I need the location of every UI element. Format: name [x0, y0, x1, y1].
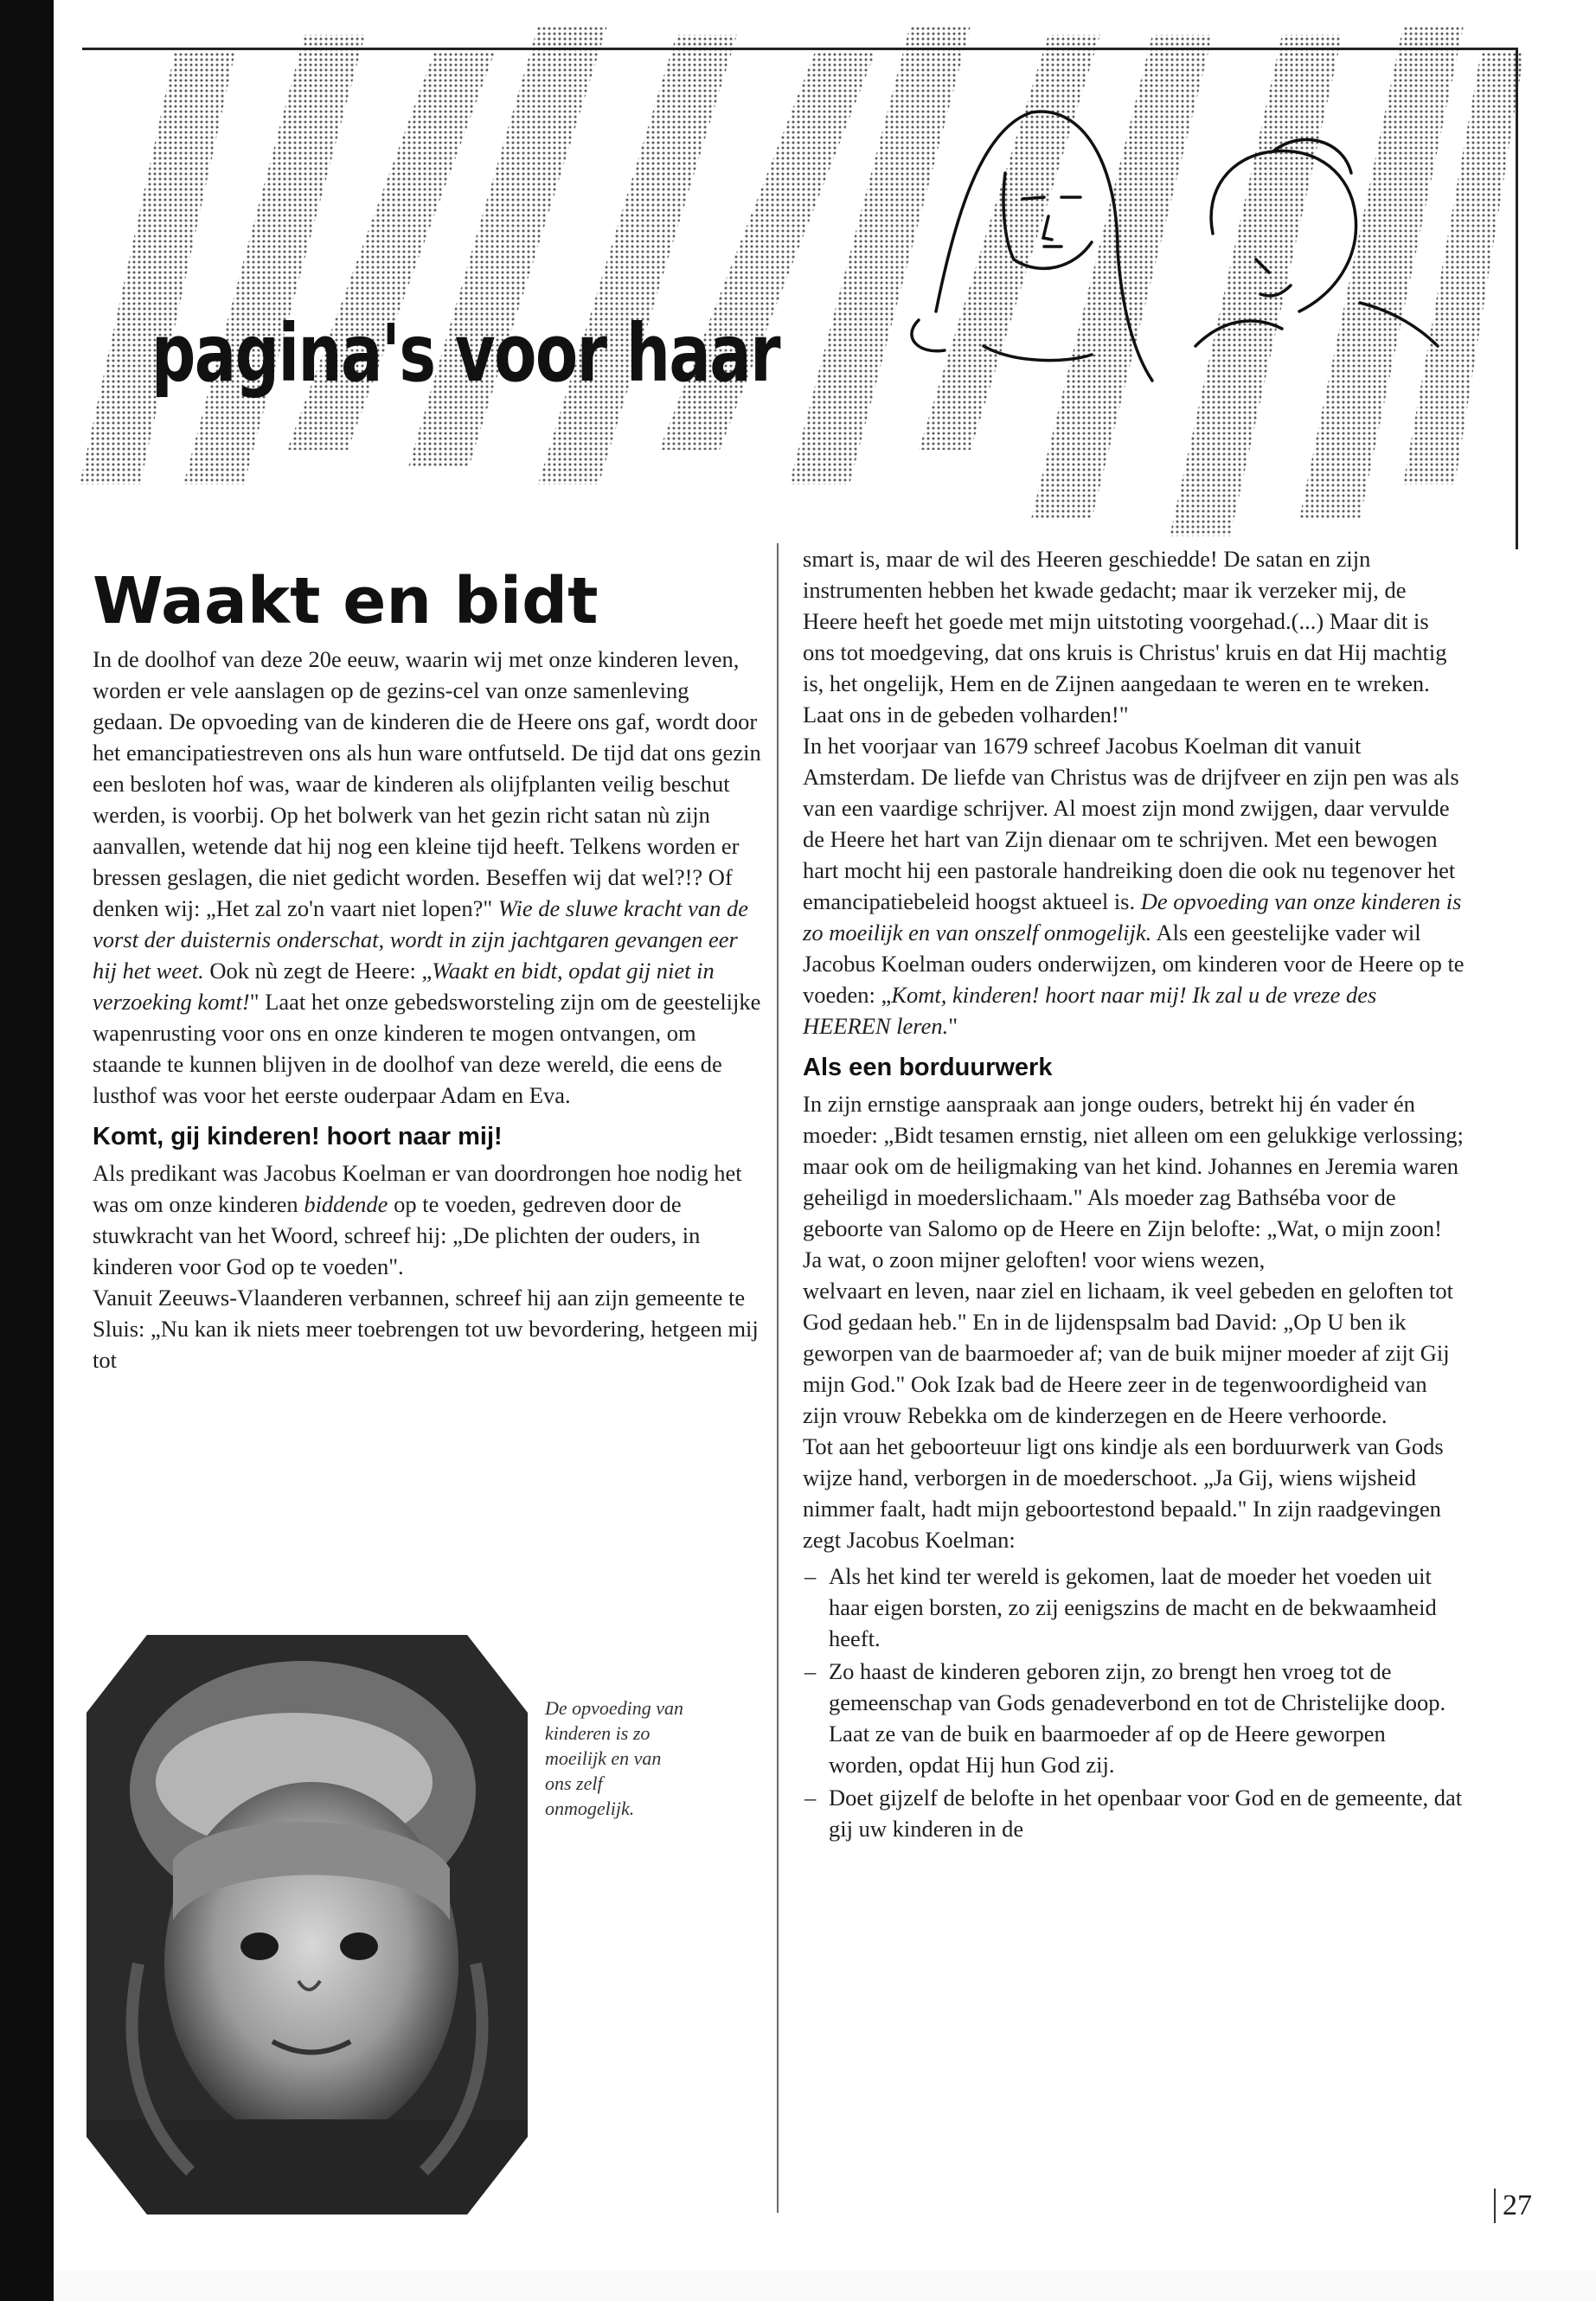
- list-item: – Doet gijzelf de belofte in het openbaar voor God en de gemeente, dat gij uw kinderen in de: [803, 1782, 1465, 1844]
- header-rule: [82, 48, 1518, 50]
- list-item: – Als het kind ter wereld is gekomen, laat de moeder het voeden uit haar eigen borsten, zo zij eenigszins de macht en de bekwaamheid heeft.: [803, 1561, 1465, 1654]
- photo-caption: De opvoeding van kinderen is zo moeilijk en van ons zelf onmogelijk.: [545, 1697, 684, 1819]
- header-illustration: [54, 0, 1596, 571]
- section-title: pagina's voor haar: [151, 307, 779, 400]
- page-number: 27: [1494, 2189, 1532, 2223]
- paragraph-koelman-2: Vanuit Zeeuws-Vlaanderen verbannen, schreef hij aan zijn gemeente te Sluis: „Nu kan ik niets meer toebrengen tot uw bevordering, hetgeen mij tot: [93, 1285, 759, 1373]
- subheading-borduurwerk: Als een borduurwerk: [803, 1054, 1053, 1081]
- paragraph-koelman-1: Als predikant was Jacobus Koelman er van doordrongen hoe nodig het was om onze kinderen biddende op te voeden, gedreven door de stuwkracht van het Woord, schreef hij: „De plichten der ouders, in kinderen voor God op te voeden".: [93, 1160, 742, 1279]
- header-rule-vertical: [1516, 48, 1518, 549]
- right-column: [803, 543, 1465, 1846]
- page-bottom-edge: [54, 2271, 1596, 2301]
- paragraph-geboorteuur: Tot aan het geboorteuur ligt ons kindje als een borduurwerk van Gods wijze hand, verborgen in de moederschoot. „Ja Gij, wiens wijsheid nimmer faalt, hadt mijn geboortestond bepaald." In zijn raadgevingen zegt Jacobus Koelman:: [803, 1433, 1444, 1553]
- article-headline: Waakt en bidt: [93, 564, 599, 638]
- advice-list: [803, 1561, 1465, 1844]
- column-divider: [777, 543, 779, 2213]
- paragraph-welvaart: welvaart en leven, naar ziel en lichaam, ik veel gebeden en geloften tot God gedaan heb." En in de lijdenspsalm bad David: „Op U ben ik geworpen van de baarmoeder af; van de buik mijner moeder af zijt Gij mijn God." Ook Izak bad de Heere zeer in de tegenwoordigheid van zijn vrouw Rebekka om de kinderzegen en de Heere verhoorde.: [803, 1278, 1453, 1428]
- left-column: [93, 562, 763, 1375]
- subheading-komt: Komt, gij kinderen! hoort naar mij!: [93, 1123, 503, 1150]
- paragraph-voorjaar: In het voorjaar van 1679 schreef Jacobus Koelman dit vanuit Amsterdam. De liefde van Christus was de drijfveer en zijn pen was als van een vaardige schrijver. Al moest zijn mond zwijgen, daar vervulde de Heere het hart van Zijn dienaar om te schrijven. Met een bewogen hart mocht hij een pastorale handreiking doen die ook nu tegenover het emancipatiebeleid hoogst aktueel is. De opvoeding van onze kinderen is zo moeilijk en van onszelf onmogelijk. Als een geestelijke vader wil Jacobus Koelman ouders onderwijzen, om kinderen voor de Heere op te voeden: „Komt, kinderen! hoort naar mij! Ik zal u de vreze des HEEREN leren.": [803, 733, 1465, 1039]
- list-item: – Zo haast de kinderen geboren zijn, zo brengt hen vroeg tot de gemeenschap van Gods genadeverbond en tot de Christelijke doop. Laat ze van de buik en baarmoeder af op de Heere geworpen worden, opdat Hij hun God zij.: [803, 1656, 1465, 1780]
- paragraph-aanspraak: In zijn ernstige aanspraak aan jonge ouders, betrekt hij én vader én moeder: „Bidt tesamen ernstig, niet alleen om een gelukkige verlossing; maar ook om de heiligmaking van het kind. Johannes en Jeremia waren geheiligd in moederslichaam." Als moeder zag Bathséba voor de geboorte van Salomo op de Heere en Zijn belofte: „Wat, o mijn zoon! Ja wat, o zoon mijner geloften! voor wiens wezen,: [803, 1091, 1464, 1272]
- intro-paragraph: In de doolhof van deze 20e eeuw, waarin wij met onze kinderen leven, worden er vele aanslagen op de gezins-cel van onze samenleving gedaan. De opvoeding van de kinderen die de Heere ons gaf, wordt door het emancipatiestreven ons als hun ware ontfutseld. De tijd dat ons gezin een besloten hof was, waar de kinderen als olijfplanten veilig beschut werden, is voorbij. Op het bolwerk van het gezin richt satan nù zijn aanvallen, wetende dat hij nog een kleine tijd heeft. Telkens worden er bressen geslagen, die niet gedicht worden. Beseffen wij dat wel?!? Of denken wij: „Het zal zo'n vaart niet lopen?" Wie de sluwe kracht van de vorst der duisternis onderschat, wordt in zijn jachtgaren gevangen eer hij het weet. Ook nù zegt de Heere: „Waakt en bidt, opdat gij niet in verzoeking komt!" Laat het onze gebedsworsteling zijn om de geestelijke wapenrusting voor ons en onze kinderen te mogen ontvangen, om staande te kunnen blijven in de doolhof van deze wereld, die eens de lusthof was voor het eerste ouderpaar Adam en Eva.: [93, 646, 761, 1108]
- halftone-brush-strokes: [80, 26, 1524, 536]
- paragraph-smart: smart is, maar de wil des Heeren geschiedde! De satan en zijn instrumenten hebben het kwade gedacht; maar ik verzeker mij, de Heere heeft het goede met mijn uitstoting voorgehad.(...) Maar dit is ons tot moedgeving, dat ons kruis is Christus' kruis en dat Hij machtig is, het ongelijk, Hem en de Zijnen aangedaan te weren en te wreken. Laat ons in de gebeden volharden!": [803, 546, 1447, 727]
- child-photo: [87, 1635, 528, 2214]
- page-binding-edge: [0, 0, 54, 2301]
